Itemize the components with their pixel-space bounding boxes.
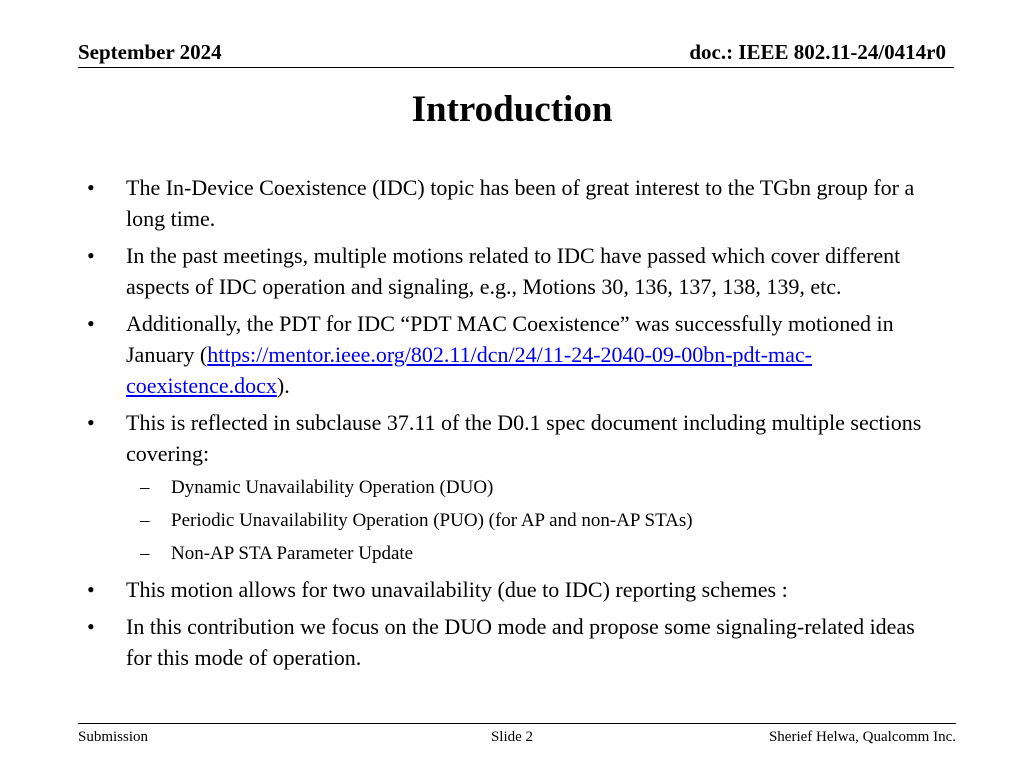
bullet-text: The In-Device Coexistence (IDC) topic has been of great interest to the TGbn group for a long time. (126, 175, 915, 231)
sub-bullet-text: Dynamic Unavailability Operation (DUO) (171, 477, 494, 498)
bullet-item (0, 240, 926, 302)
header-doc-id: doc.: IEEE 802.11-24/0414r0 (689, 40, 946, 64)
header-date: September 2024 (78, 40, 222, 64)
bullet-marker: • (87, 410, 95, 435)
bullet-marker: • (87, 243, 95, 268)
sub-bullet-text: Non-AP STA Parameter Update (171, 543, 414, 564)
bullet-marker: • (87, 577, 95, 602)
bullet-text: In this contribution we focus on the DUO mode and propose some signaling-related ideas for this mode of operation. (126, 614, 915, 670)
bullet-text: This is reflected in subclause 37.11 of the D0.1 spec document including multiple sections covering: (126, 410, 922, 466)
footer-slide-number: Slide 2 (490, 729, 534, 745)
pdt-document-link[interactable]: https://mentor.ieee.org/802.11/dcn/24/11-24-2040-09-00bn-pdt-mac-coexistence.docx (126, 342, 812, 398)
sub-bullet-item (0, 508, 931, 534)
bullet-item (0, 308, 926, 401)
sub-bullet-item (0, 475, 931, 501)
bullet-marker: • (87, 311, 95, 336)
bullet-item (0, 611, 926, 673)
sub-bullet-text: Periodic Unavailability Operation (PUO) (for AP and non-AP STAs) (171, 510, 693, 531)
bullet-marker: • (87, 614, 95, 639)
bullet-item (0, 407, 926, 469)
bullet-text: In the past meetings, multiple motions related to IDC have passed which cover different aspects of IDC operation and signaling, e.g., Motions 30, 136, 137, 138, 139, etc. (126, 243, 901, 299)
dash-marker: – (140, 510, 150, 531)
dash-marker: – (140, 477, 150, 498)
bullet-item (0, 172, 926, 234)
dash-marker: – (140, 543, 150, 564)
slide-body (0, 172, 1024, 679)
footer-submission: Submission (78, 729, 149, 745)
bullet-item (0, 574, 926, 605)
sub-bullet-item (0, 541, 931, 567)
bullet-text-pre: Additionally, the PDT for IDC “PDT MAC Coexistence” was successfully motioned in January ( (126, 311, 894, 367)
footer-divider (78, 723, 956, 724)
bullet-marker: • (87, 175, 95, 200)
bullet-text-post: ). (276, 373, 290, 398)
header-divider (78, 67, 954, 68)
footer-author: Sherief Helwa, Qualcomm Inc. (768, 729, 956, 745)
slide-title: Introduction (411, 89, 613, 130)
bullet-text: This motion allows for two unavailability (due to IDC) reporting schemes : (126, 577, 788, 602)
